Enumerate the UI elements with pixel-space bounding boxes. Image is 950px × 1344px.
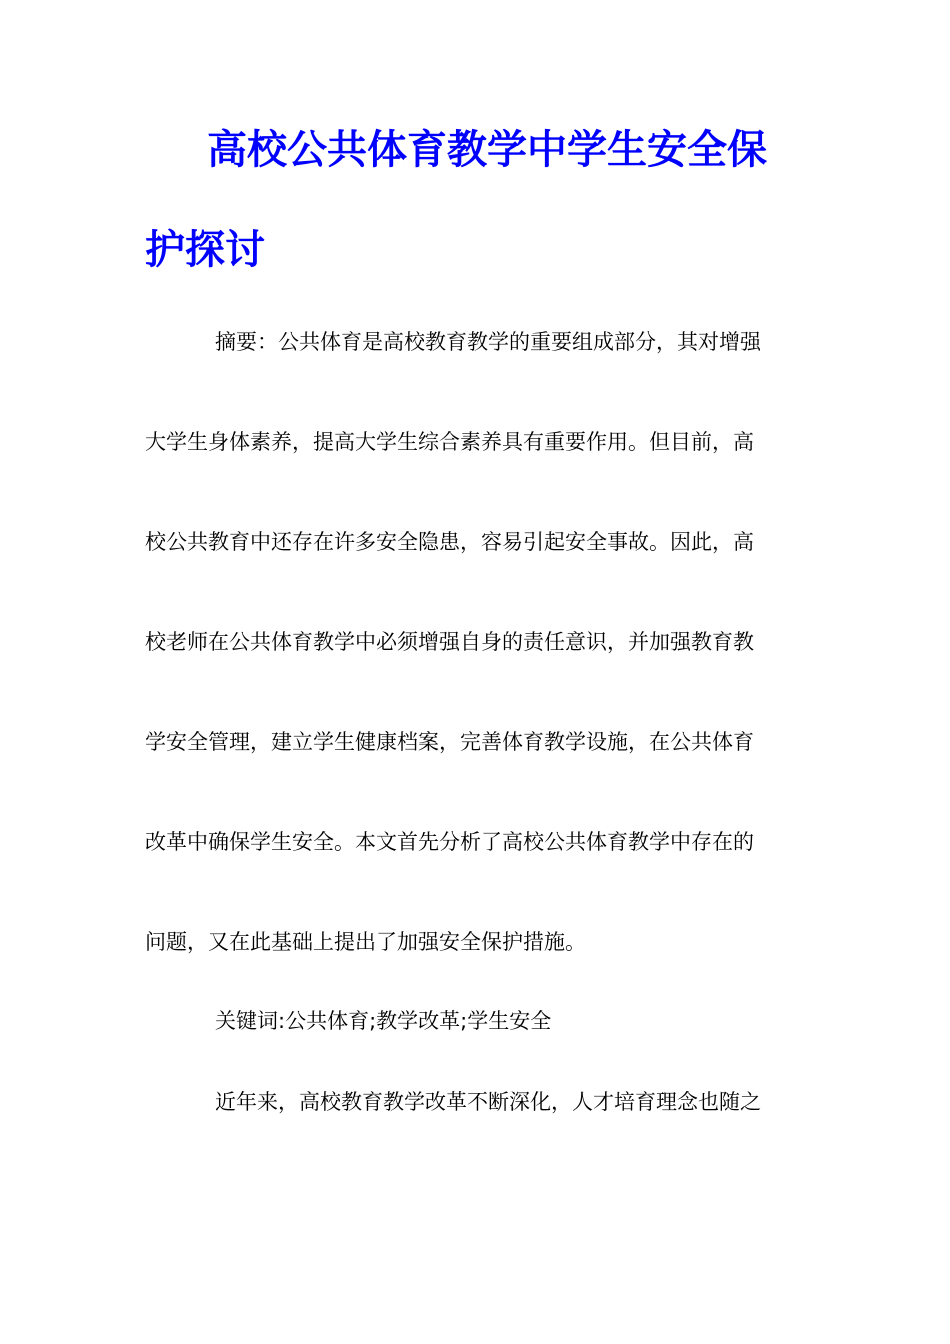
abstract-line-2: 大学生身体素养，提高大学生综合素养具有重要作用。但目前，高 <box>145 430 754 454</box>
abstract-line-6: 改革中确保学生安全。本文首先分析了高校公共体育教学中存在的 <box>145 830 754 854</box>
abstract-line-4: 校老师在公共体育教学中必须增强自身的责任意识，并加强教育教 <box>145 630 754 654</box>
document-title-line-1: 高校公共体育教学中学生安全保 <box>207 126 767 173</box>
abstract-line-5: 学安全管理，建立学生健康档案，完善体育教学设施，在公共体育 <box>145 730 754 754</box>
abstract-line-3: 校公共教育中还存在许多安全隐患，容易引起安全事故。因此，高 <box>145 530 754 554</box>
keywords-line: 关键词:公共体育;教学改革;学生安全 <box>215 1009 552 1033</box>
document-title-line-2: 护探讨 <box>145 226 265 273</box>
body-paragraph-start: 近年来，高校教育教学改革不断深化，人才培育理念也随之 <box>215 1090 761 1114</box>
abstract-line-1: 摘要：公共体育是高校教育教学的重要组成部分，其对增强 <box>215 330 761 354</box>
abstract-line-7: 问题，又在此基础上提出了加强安全保护措施。 <box>145 930 586 954</box>
